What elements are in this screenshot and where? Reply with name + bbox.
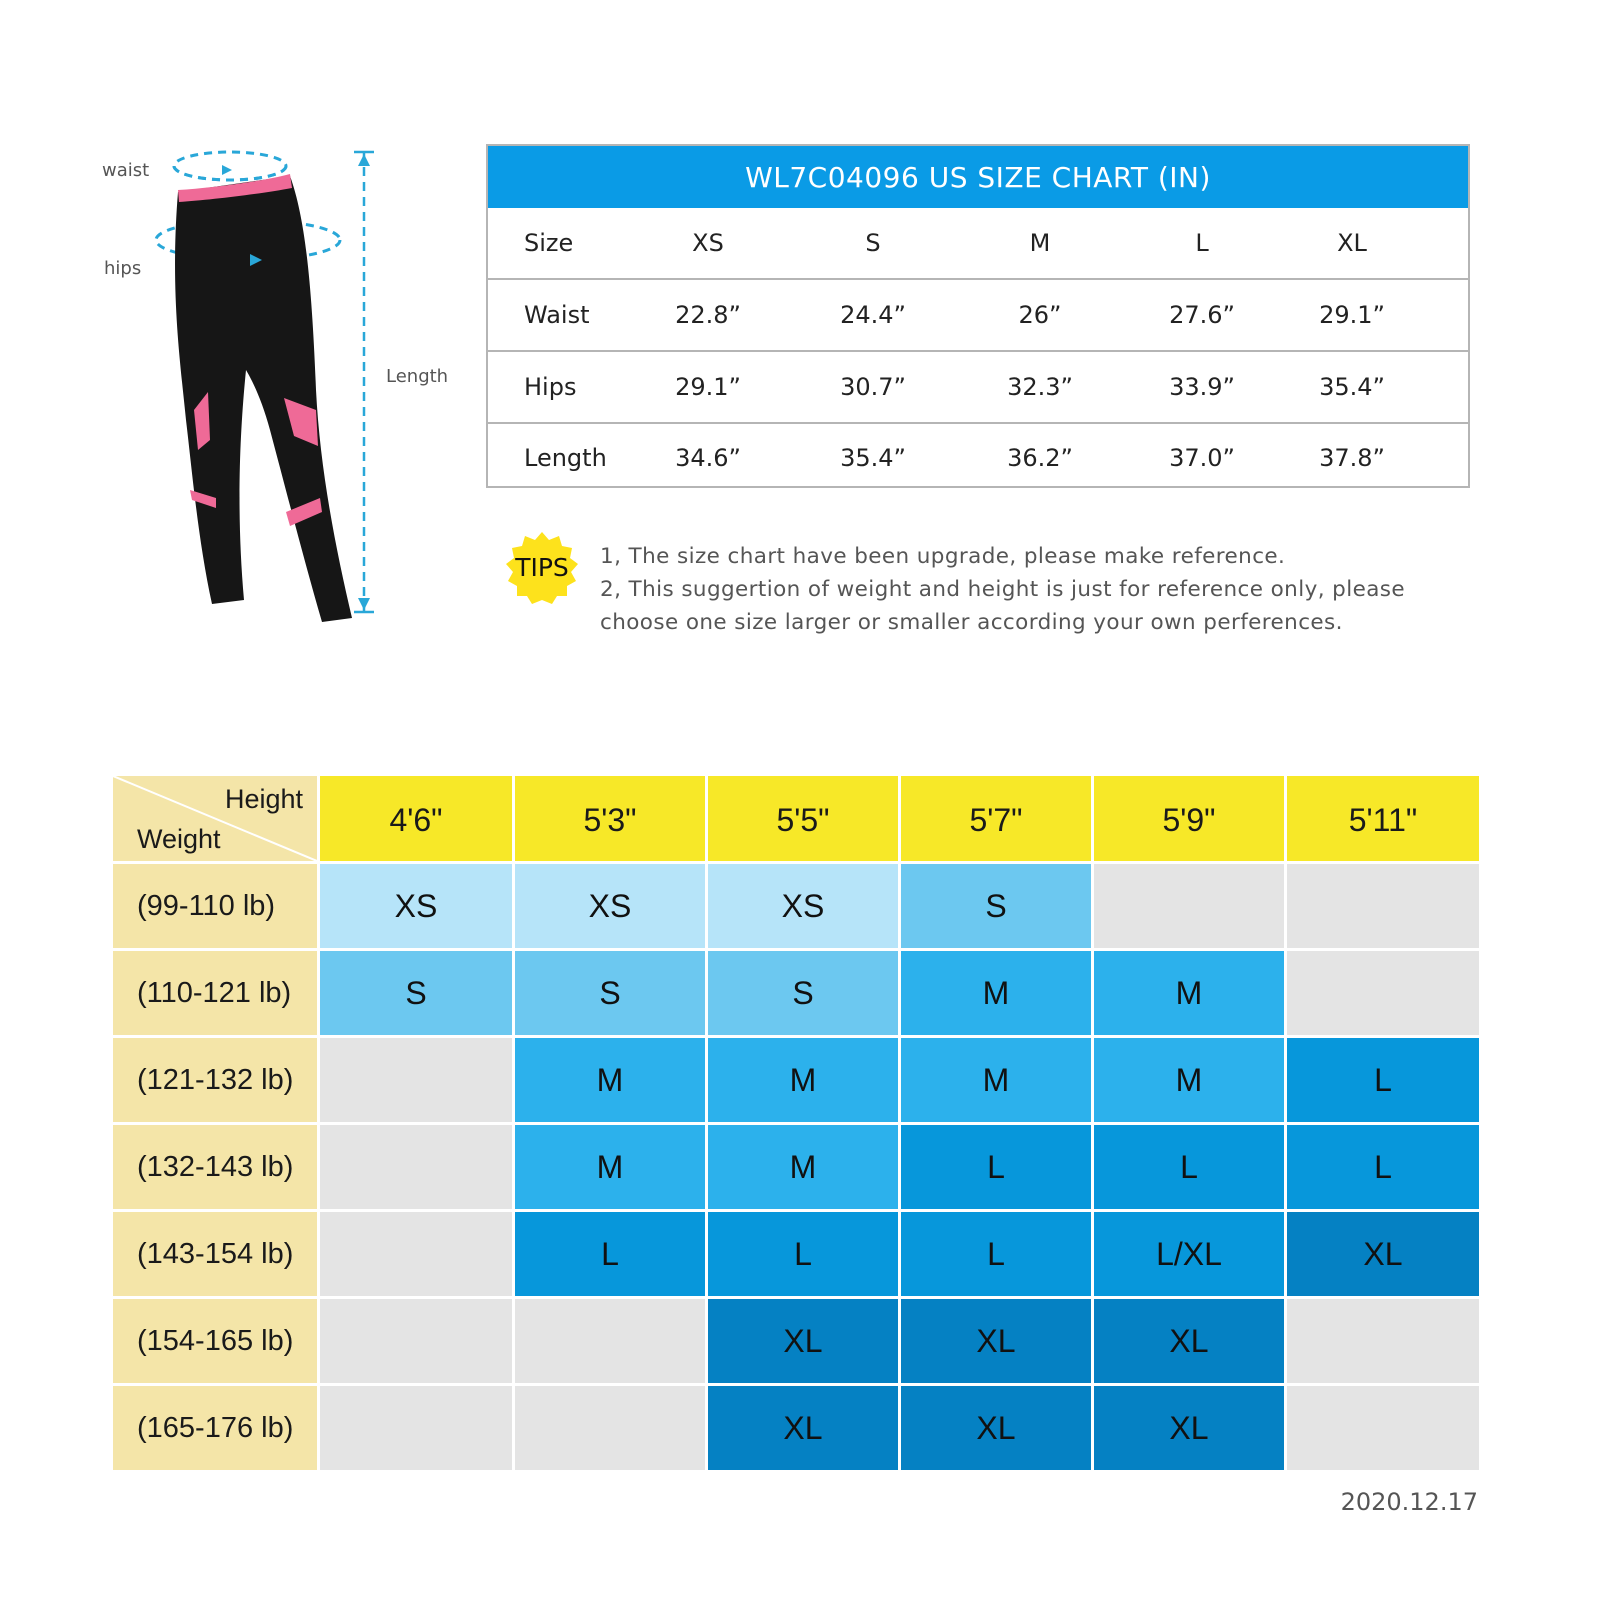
weight-row-header: (132-143 lb): [113, 1125, 317, 1209]
measurement-cell: 30.7”: [840, 373, 906, 401]
size-recommendation-cell: M: [1094, 951, 1284, 1035]
measurement-cell: 27.6”: [1169, 301, 1235, 329]
empty-cell: [320, 1125, 512, 1209]
size-header-label: Size: [524, 229, 574, 257]
size-recommendation-cell: S: [515, 951, 705, 1035]
size-recommendation-cell: S: [320, 951, 512, 1035]
size-recommendation-cell: XS: [708, 864, 898, 948]
size-header-xs: XS: [692, 229, 724, 257]
measurement-cell: 37.8”: [1319, 444, 1385, 472]
measurement-cell: 35.4”: [840, 444, 906, 472]
size-chart-table: [486, 144, 1470, 488]
measurement-cell: 37.0”: [1169, 444, 1235, 472]
height-header: 5'11": [1287, 776, 1479, 861]
height-header: 4'6": [320, 776, 512, 861]
tip-line-3: choose one size larger or smaller according your own perferences.: [600, 610, 1343, 635]
size-header-s: S: [865, 229, 881, 257]
row-label: Hips: [524, 373, 577, 401]
weight-axis-label: Weight: [137, 824, 221, 854]
height-header: 5'9": [1094, 776, 1284, 861]
size-recommendation-cell: XL: [1094, 1386, 1284, 1470]
size-recommendation-cell: L: [901, 1125, 1091, 1209]
size-recommendation-cell: L: [515, 1212, 705, 1296]
tip-line-1: 1, The size chart have been upgrade, please make reference.: [600, 544, 1286, 569]
size-recommendation-cell: XL: [901, 1299, 1091, 1383]
height-header: 5'5": [708, 776, 898, 861]
size-recommendation-cell: S: [708, 951, 898, 1035]
measurement-cell: 32.3”: [1007, 373, 1073, 401]
measurement-cell: 29.1”: [675, 373, 741, 401]
size-recommendation-cell: XS: [515, 864, 705, 948]
row-label: Length: [524, 444, 607, 472]
row-label: Waist: [524, 301, 590, 329]
empty-cell: [320, 1386, 512, 1470]
size-chart-row-waist: [488, 280, 1468, 352]
empty-cell: [320, 1212, 512, 1296]
empty-cell: [320, 1038, 512, 1122]
date-stamp: 2020.12.17: [1340, 1488, 1478, 1516]
height-header: 5'3": [515, 776, 705, 861]
tips-text: [600, 540, 1480, 639]
grid-corner: [113, 776, 317, 861]
measurement-cell: 29.1”: [1319, 301, 1385, 329]
size-recommendation-cell: M: [515, 1038, 705, 1122]
size-recommendation-cell: M: [901, 951, 1091, 1035]
measurement-cell: 34.6”: [675, 444, 741, 472]
empty-cell: [1287, 951, 1479, 1035]
waist-label: waist: [102, 160, 150, 181]
weight-row-header: (121-132 lb): [113, 1038, 317, 1122]
leggings-illustration: [90, 130, 470, 640]
size-recommendation-cell: L: [708, 1212, 898, 1296]
measurement-cell: 33.9”: [1169, 373, 1235, 401]
size-header-l: L: [1195, 229, 1209, 257]
size-recommendation-cell: XL: [901, 1386, 1091, 1470]
measurement-cell: 36.2”: [1007, 444, 1073, 472]
tips-badge-label: TIPS: [515, 553, 569, 582]
size-chart-title: WL7C04096 US SIZE CHART (IN): [488, 146, 1468, 208]
size-chart-row-length: [488, 424, 1468, 492]
tips-burst-icon: [504, 530, 580, 606]
size-recommendation-cell: S: [901, 864, 1091, 948]
size-chart-row-hips: [488, 352, 1468, 424]
tip-line-2: 2, This suggertion of weight and height is just for reference only, please: [600, 577, 1406, 602]
height-header: 5'7": [901, 776, 1091, 861]
size-recommendation-cell: L/XL: [1094, 1212, 1284, 1296]
empty-cell: [1094, 864, 1284, 948]
measurement-cell: 35.4”: [1319, 373, 1385, 401]
size-recommendation-cell: XS: [320, 864, 512, 948]
size-recommendation-cell: XL: [708, 1386, 898, 1470]
height-axis-label: Height: [224, 784, 303, 814]
weight-row-header: (154-165 lb): [113, 1299, 317, 1383]
size-recommendation-cell: L: [1094, 1125, 1284, 1209]
measurement-cell: 26”: [1018, 301, 1062, 329]
empty-cell: [1287, 864, 1479, 948]
weight-row-header: (165-176 lb): [113, 1386, 317, 1470]
size-recommendation-cell: L: [1287, 1038, 1479, 1122]
size-recommendation-cell: XL: [1287, 1212, 1479, 1296]
height-weight-size-grid: [113, 776, 1479, 1470]
measurement-cell: 24.4”: [840, 301, 906, 329]
measurement-cell: 22.8”: [675, 301, 741, 329]
size-recommendation-cell: L: [1287, 1125, 1479, 1209]
weight-row-header: (110-121 lb): [113, 951, 317, 1035]
weight-row-header: (99-110 lb): [113, 864, 317, 948]
size-recommendation-cell: L: [901, 1212, 1091, 1296]
size-recommendation-cell: XL: [708, 1299, 898, 1383]
length-label: Length: [386, 366, 449, 387]
size-chart-header-row: [488, 208, 1468, 280]
empty-cell: [515, 1299, 705, 1383]
size-recommendation-cell: XL: [1094, 1299, 1284, 1383]
empty-cell: [1287, 1386, 1479, 1470]
size-header-m: M: [1029, 229, 1051, 257]
size-recommendation-cell: M: [1094, 1038, 1284, 1122]
empty-cell: [1287, 1299, 1479, 1383]
tips-badge: [504, 530, 580, 606]
size-header-xl: XL: [1337, 229, 1367, 257]
size-recommendation-cell: M: [901, 1038, 1091, 1122]
size-recommendation-cell: M: [708, 1038, 898, 1122]
hips-label: hips: [104, 258, 142, 279]
empty-cell: [515, 1386, 705, 1470]
weight-row-header: (143-154 lb): [113, 1212, 317, 1296]
size-recommendation-cell: M: [708, 1125, 898, 1209]
empty-cell: [320, 1299, 512, 1383]
size-recommendation-cell: M: [515, 1125, 705, 1209]
